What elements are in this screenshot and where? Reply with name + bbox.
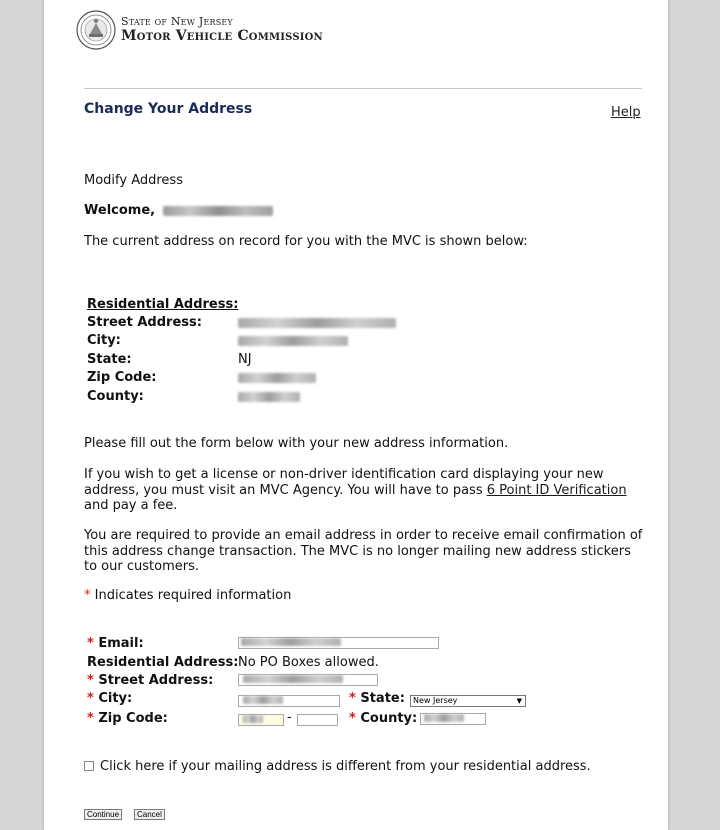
- current-street-masked: [238, 318, 396, 328]
- modify-address-heading: Modify Address: [84, 173, 183, 188]
- header-divider: [84, 88, 642, 89]
- street-value-masked: [243, 675, 343, 683]
- street-address-input[interactable]: [238, 674, 378, 686]
- no-po-boxes-note: No PO Boxes allowed.: [238, 655, 379, 670]
- state-select[interactable]: New Jersey ▼: [410, 695, 526, 707]
- street-address-label: * Street Address:: [87, 673, 214, 688]
- current-county-masked: [238, 392, 300, 402]
- nj-state-seal-icon: [76, 10, 116, 50]
- org-name-line1: State of New Jersey: [121, 15, 233, 28]
- zip-code-input[interactable]: [238, 714, 284, 726]
- current-city-label: City:: [87, 333, 121, 348]
- county-select[interactable]: [420, 713, 486, 725]
- cancel-button[interactable]: Cancel: [134, 809, 165, 820]
- city-input[interactable]: [238, 695, 340, 707]
- customer-name-masked: [163, 206, 273, 216]
- current-county-label: County:: [87, 389, 144, 404]
- city-label: * City:: [87, 691, 133, 706]
- org-name-line2: Motor Vehicle Commission: [121, 28, 323, 44]
- help-link[interactable]: Help: [611, 105, 641, 120]
- six-point-id-link[interactable]: 6 Point ID Verification: [486, 482, 627, 498]
- welcome-line: Welcome,: [84, 203, 273, 219]
- page-container: [44, 0, 668, 830]
- email-value-masked: [241, 638, 341, 646]
- zip-value-masked: [243, 715, 263, 723]
- license-note: If you wish to get a license or non-driver identification card displaying your new address, you must visit an MVC Agency. You will have to pass 6 Point ID Verification and pay a fee.: [84, 467, 627, 513]
- current-street-label: Street Address:: [87, 315, 202, 330]
- mailing-address-checkbox[interactable]: [84, 761, 94, 771]
- state-label: * State:: [349, 691, 405, 706]
- required-note: * Indicates required information: [84, 588, 292, 603]
- email-note: You are required to provide an email address in order to receive email confirmation of this address change transaction. The MVC is no longer mailing new address stickers to our customers.: [84, 528, 643, 574]
- email-input[interactable]: [238, 637, 439, 649]
- current-zip-label: Zip Code:: [87, 370, 157, 385]
- mailing-address-label[interactable]: Click here if your mailing address is different from your residential address.: [100, 759, 591, 774]
- continue-button[interactable]: Continue: [84, 809, 122, 820]
- page-title: Change Your Address: [84, 101, 253, 117]
- residential-address-label: Residential Address:: [87, 655, 239, 670]
- fill-form-text: Please fill out the form below with your new address information.: [84, 436, 509, 451]
- current-record-text: The current address on record for you with the MVC is shown below:: [84, 234, 528, 249]
- current-zip-masked: [238, 373, 316, 383]
- current-residential-heading: Residential Address:: [87, 297, 239, 312]
- chevron-down-icon: ▼: [516, 697, 522, 705]
- zip-separator: -: [287, 710, 292, 725]
- county-value-masked: [424, 714, 464, 722]
- current-city-masked: [238, 336, 348, 346]
- current-state-label: State:: [87, 352, 132, 367]
- email-label: * Email:: [87, 636, 144, 651]
- county-label: * County:: [349, 711, 418, 726]
- zip-code-label: * Zip Code:: [87, 711, 168, 726]
- zip-plus4-input[interactable]: [297, 714, 338, 726]
- current-state-value: NJ: [238, 352, 252, 367]
- city-value-masked: [243, 696, 283, 704]
